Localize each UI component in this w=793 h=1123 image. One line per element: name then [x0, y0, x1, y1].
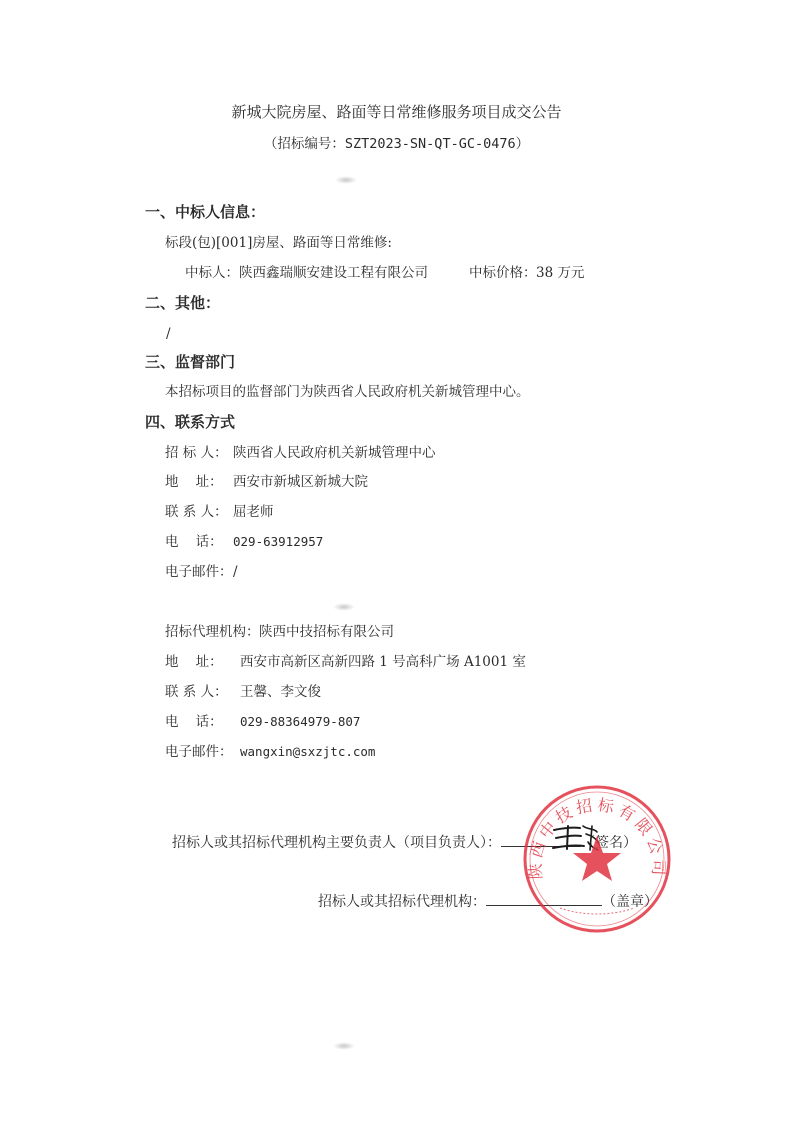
organization-label: 招标人或其招标代理机构：	[318, 894, 486, 910]
agency-address-label: 地 址：	[165, 654, 223, 670]
agency-name-label: 招标代理机构：	[165, 624, 260, 640]
scan-speck	[335, 176, 357, 184]
agency-phone-value: 029-88364979-807	[240, 714, 361, 729]
agency-address-value: 西安市高新区高新四路 1 号高科广场 A1001 室	[240, 654, 526, 670]
tenderer-name-value: 陕西省人民政府机关新城管理中心	[233, 445, 436, 461]
agency-phone-label: 电 话：	[165, 714, 223, 730]
tender-number: （招标编号：SZT2023-SN-QT-GC-0476）	[263, 136, 530, 152]
scan-speck	[333, 603, 355, 611]
section-supervision-heading: 三、监督部门	[145, 353, 236, 371]
supervision-content: 本招标项目的监督部门为陕西省人民政府机关新城管理中心。	[165, 384, 530, 400]
agency-email-label: 电子邮件：	[165, 744, 233, 760]
document-title: 新城大院房屋、路面等日常维修服务项目成交公告	[231, 103, 562, 121]
tenderer-contact-value: 屈老师	[233, 504, 274, 520]
price-label: 中标价格：	[469, 265, 537, 281]
stamp-suffix: （盖章）	[602, 894, 658, 910]
company-seal	[522, 784, 672, 934]
section-other-heading: 二、其他：	[145, 294, 221, 312]
price-value: 38 万元	[536, 265, 585, 281]
tenderer-address-value: 西安市新城区新城大院	[233, 474, 368, 490]
section-winner-heading: 一、中标人信息：	[145, 203, 266, 221]
tenderer-name-label: 招 标 人：	[165, 445, 228, 461]
tenderer-email-label: 电子邮件：	[165, 564, 233, 580]
tenderer-email-value: /	[233, 564, 238, 580]
winner-value: 陕西鑫瑞顺安建设工程有限公司	[239, 265, 428, 281]
other-content: /	[166, 326, 171, 342]
agency-contact-label: 联 系 人：	[165, 684, 228, 700]
tenderer-phone-label: 电 话：	[165, 534, 223, 550]
agency-contact-value: 王馨、李文俊	[240, 684, 321, 700]
sign-suffix: （签名）	[581, 835, 637, 851]
tenderer-contact-label: 联 系 人：	[165, 504, 228, 520]
winner-label: 中标人：	[185, 265, 239, 281]
responsible-label: 招标人或其招标代理机构主要负责人（项目负责人）：	[172, 835, 501, 851]
svg-text:陕西中技招标有限公司: 陕西中技招标有限公司	[525, 795, 669, 880]
section-contact-heading: 四、联系方式	[145, 413, 236, 431]
agency-email-value: wangxin@sxzjtc.com	[240, 744, 376, 759]
tenderer-phone-value: 029-63912957	[233, 534, 324, 549]
scan-speck	[333, 1042, 355, 1050]
lot-description: 标段(包)[001]房屋、路面等日常维修:	[165, 235, 392, 251]
tenderer-address-label: 地 址：	[165, 474, 223, 490]
agency-name-value: 陕西中技招标有限公司	[259, 624, 394, 640]
